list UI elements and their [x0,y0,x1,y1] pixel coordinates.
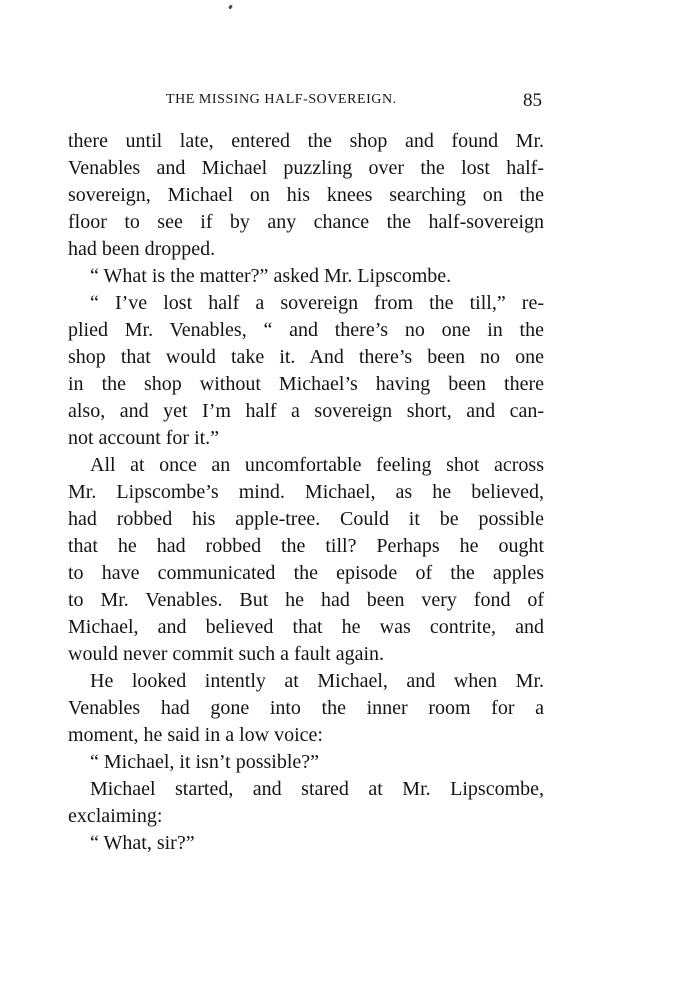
text-line: He looked intently at Michael, and when Mr. [90,670,544,692]
text-line: there until late, entered the shop and found Mr. [68,130,544,152]
text-line: that he had robbed the till? Perhaps he ought [68,535,544,557]
running-title: THE MISSING HALF-SOVEREIGN. [166,92,397,107]
text-line: floor to see if by any chance the half-sovereign [68,211,544,233]
text-line: also, and yet I’m half a sovereign short, and can- [68,400,544,422]
text-line: Venables had gone into the inner room for a [68,697,544,719]
text-line: “ What, sir?” [90,832,195,854]
text-line: Mr. Lipscombe’s mind. Michael, as he believed, [68,481,544,503]
text-line: “ I’ve lost half a sovereign from the till,” re- [90,292,544,314]
text-line: Michael started, and stared at Mr. Lipscombe, [90,778,544,800]
text-line: exclaiming: [68,805,163,827]
running-header [68,90,544,114]
text-line: “ Michael, it isn’t possible?” [90,751,320,773]
text-line: to have communicated the episode of the apples [68,562,544,584]
text-line: sovereign, Michael on his knees searching on the [68,184,544,206]
ink-speck [228,5,233,10]
text-line: Michael, and believed that he was contrite, and [68,616,544,638]
text-line: plied Mr. Venables, “ and there’s no one in the [68,319,544,341]
page-number: 85 [523,90,542,111]
text-line: moment, he said in a low voice: [68,724,323,746]
text-line: All at once an uncomfortable feeling shot across [90,454,544,476]
text-line: not account for it.” [68,427,220,449]
text-line: had robbed his apple-tree. Could it be possible [68,508,544,530]
text-line: shop that would take it. And there’s been no one [68,346,544,368]
text-line: in the shop without Michael’s having been there [68,373,544,395]
text-line: would never commit such a fault again. [68,643,385,665]
text-line: had been dropped. [68,238,216,260]
body-text [68,128,544,857]
text-line: Venables and Michael puzzling over the lost half- [68,157,544,179]
text-line: to Mr. Venables. But he had been very fond of [68,589,544,611]
text-line: “ What is the matter?” asked Mr. Lipscombe. [90,265,452,287]
